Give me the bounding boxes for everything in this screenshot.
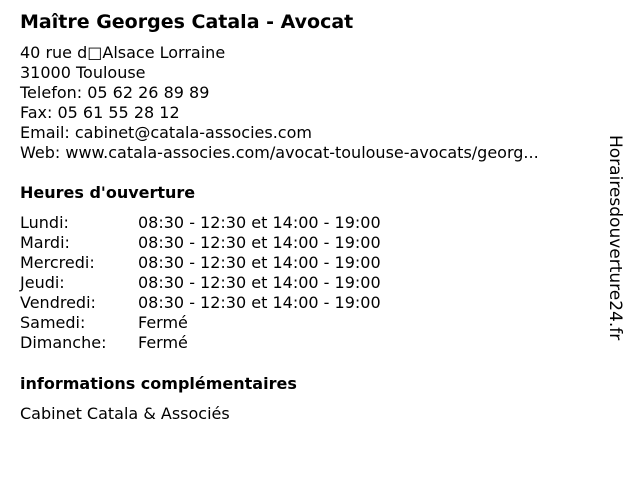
hours-day: Vendredi: [20, 293, 96, 312]
hours-time: 08:30 - 12:30 et 14:00 - 19:00 [138, 273, 381, 292]
hours-day: Lundi: [20, 213, 69, 232]
info-text: Cabinet Catala & Associés [20, 404, 230, 423]
page-title: Maître Georges Catala - Avocat [20, 11, 354, 33]
contact-block [20, 43, 539, 163]
website-link[interactable]: Web: www.catala-associes.com/avocat-toulouse-avocats/georg... [20, 143, 539, 162]
hours-time: 08:30 - 12:30 et 14:00 - 19:00 [138, 213, 381, 232]
phone-number[interactable]: Telefon: 05 62 26 89 89 [20, 83, 210, 102]
hours-time: 08:30 - 12:30 et 14:00 - 19:00 [138, 253, 381, 272]
fax-number: Fax: 05 61 55 28 12 [20, 103, 180, 122]
info-heading: informations complémentaires [20, 374, 297, 393]
hours-time: 08:30 - 12:30 et 14:00 - 19:00 [138, 293, 381, 312]
address-street: 40 rue d□Alsace Lorraine [20, 43, 226, 62]
address-city: 31000 Toulouse [20, 63, 146, 82]
hours-day: Mardi: [20, 233, 70, 252]
hours-time: Fermé [138, 313, 188, 332]
hours-day: Dimanche: [20, 333, 107, 352]
brand-watermark: Horairesdouverture24.fr [605, 135, 625, 341]
hours-day: Mercredi: [20, 253, 95, 272]
email-link[interactable]: Email: cabinet@catala-associes.com [20, 123, 312, 142]
hours-time: Fermé [138, 333, 188, 352]
hours-heading: Heures d'ouverture [20, 183, 196, 202]
hours-day: Jeudi: [20, 273, 65, 292]
hours-time: 08:30 - 12:30 et 14:00 - 19:00 [138, 233, 381, 252]
hours-day: Samedi: [20, 313, 86, 332]
